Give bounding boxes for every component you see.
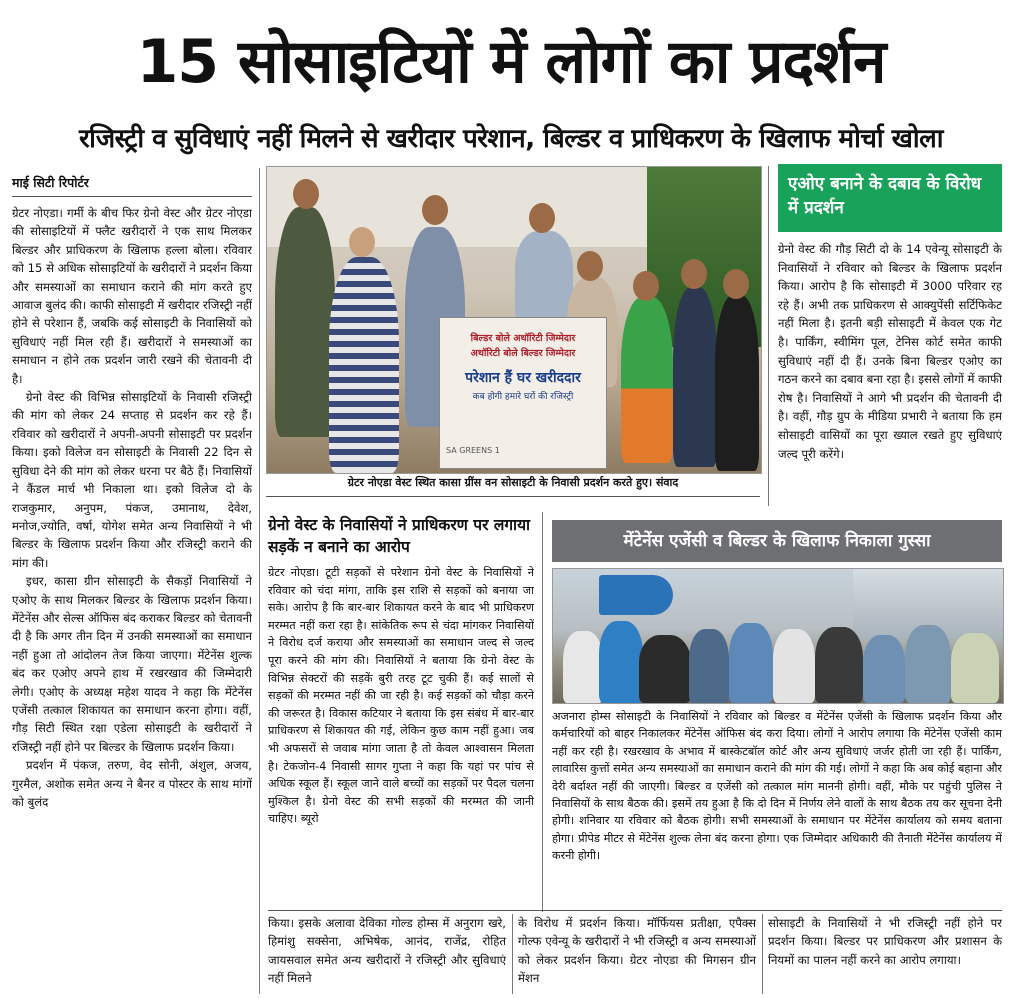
photo-person (673, 287, 717, 467)
banner-line: बिल्डर बोले अथॉरिटी जिम्मेदार (470, 333, 576, 344)
photo-person (863, 635, 905, 703)
bottom-column-3: सोसाइटी के निवासियों ने भी रजिस्ट्री नहीं होने पर प्रदर्शन किया। बिल्डर पर प्राधिकरण और प्रशासन के नियमों का पालन नहीं करने का आरोप लगाया। (768, 916, 1002, 967)
photo-person (951, 633, 999, 703)
banner-line: कब होगी हमारे घरों की रजिस्ट्री (472, 392, 574, 402)
column-divider (762, 914, 763, 994)
photo-person-head (529, 203, 555, 233)
column-divider (542, 512, 543, 912)
protest-banner (439, 317, 607, 469)
photo-person (621, 297, 673, 463)
photo-person (815, 627, 863, 703)
photo-person-head (293, 179, 319, 209)
byline-rule (12, 196, 252, 197)
roads-story-heading: ग्रेनो वेस्ट के निवासियों ने प्राधिकरण पर लगाया सड़कें न बनाने का आरोप (268, 516, 531, 556)
banner-line: अथॉरिटी बोले बिल्डर जिम्मेदार (470, 348, 576, 359)
right-story-heading: एओए बनाने के दबाव के विरोध में प्रदर्शन (778, 164, 1002, 232)
bottom-rule (268, 910, 1002, 911)
column-divider (512, 914, 513, 994)
photo-person (905, 625, 951, 703)
photo-person-head (349, 227, 375, 257)
banner-line: परेशान हैं घर खरीददार (465, 370, 581, 386)
paragraph: प्रदर्शन में पंकज, तरुण, वेद सोनी, अंशुल, अजय, गुरमैल, अशोक समेत अन्य ने बैनर व पोस्टर के साथ मांगों को बुलंद (12, 758, 252, 809)
photo-person-head (422, 195, 448, 225)
maintenance-story-heading: मेंटेनेंस एजेंसी व बिल्डर के खिलाफ निकाला गुस्सा (552, 520, 1002, 562)
right-story-text: ग्रेनो वेस्ट की गौड़ सिटी दो के 14 एवेन्यू सोसाइटी के निवासियों ने रविवार को बिल्डर के खिलाफ प्रदर्शन किया। आरोप है कि सोसाइटी में 3000 परिवार रह रहे हैं। अभी तक प्राधिकरण से आक्युपेंसी सर्टिफिकेट नहीं मिला है। इतनी बड़ी सोसाइटी में केवल एक गेट है। पार्किंग, स्वीमिंग पूल, टेनिस कोर्ट समेत काफी सुविधाएं नहीं दी हैं। उनके बिना बिल्डर एओए का गठन करने का दबाव बना रहा है। इससे लोगों में काफी रोष है। निवासियों ने आगे भी प्रदर्शन की चेतावनी दी है। वहीं, गौड़ ग्रुप के मीडिया प्रभारी ने बताया कि हम सोसाइटी वासियों का पूरा ख्याल रखते हुए सुविधाएं जल्द पूरी करेंगे। (778, 242, 1002, 461)
photo-person (563, 631, 603, 703)
protest-photo (266, 166, 762, 474)
caption-rule (266, 496, 760, 497)
column-1-text (12, 204, 252, 994)
photo-person-head (633, 271, 659, 301)
photo-person (715, 295, 759, 471)
paragraph: ग्रेटर नोएडा। गर्मी के बीच फिर ग्रेनो वेस्ट और ग्रेटर नोएडा की सोसाइटियों में फ्लैट खरीदारों ने एक साथ मिलकर बिल्डर और प्राधिकरण के खिलाफ हल्ला बोला। रविवार को 15 से अधिक सोसाइटियों के खरीदारों ने प्रदर्शन किया और समस्याओं का समाधान कराने की मांग करते हुए आवाज बुलंद की। काफी सोसाइटी में खरीदार रजिस्ट्री नहीं होने से परेशान हैं, जबकि कई सोसाइटी के निवासियों को सुविधाएं नहीं मिल रही हैं। खरीदारों ने समस्याओं का समाधान न होने तक प्रदर्शन जारी रखने की चेतावनी दी है। (12, 206, 252, 386)
photo-person (689, 629, 729, 703)
photo-person-head (723, 269, 749, 299)
byline: माई सिटी रिपोर्टर (12, 175, 89, 190)
photo-person (275, 207, 335, 437)
photo-caption: ग्रेटर नोएडा वेस्ट स्थित कासा ग्रींस वन सोसाइटी के निवासी प्रदर्शन करते हुए। संवाद (347, 476, 679, 489)
maintenance-protest-photo (552, 568, 1004, 704)
photo-person (773, 629, 815, 703)
photo-person-head (681, 259, 707, 289)
bottom-column-1: किया। इसके अलावा देविका गोल्ड होम्स में अनुराग खरे, हिमांशु सक्सेना, अभिषेक, आनंद, राजेंद्र, रोहित जायसवाल समेत अन्य खरीदारों ने रजिस्ट्री और सुविधाएं नहीं मिलने (268, 916, 506, 986)
photo-person (729, 623, 773, 703)
megaphone-icon (599, 575, 673, 615)
banner-line: SA GREENS 1 (446, 446, 500, 455)
photo-person (639, 635, 691, 703)
paragraph: ग्रेनो वेस्ट की विभिन्न सोसाइटियों के निवासी रजिस्ट्री की मांग को लेकर 24 सप्ताह से प्रदर्शन कर रहे हैं। रविवार को खरीदारों ने अपनी-अपनी सोसाइटी पर प्रदर्शन किया। इको विलेज वन सोसाइटी के निवासी 22 दिन से सुविधा देने की मांग को लेकर धरना पर बैठे हैं। निवासियों ने कैंडल मार्च भी निकाला था। इको विलेज दो के राजकुमार, अनुपम, पंकज, उमानाथ, देवेश, मनोज,ज्योति, वर्षा, योगेश समेत अन्य निवासियों ने भी बिल्डर के खिलाफ प्रदर्शन किया और रजिस्ट्री कराने की मांग की। (12, 390, 252, 570)
headline: 15 सोसाइटियों में लोगों का प्रदर्शन (136, 27, 886, 97)
subheadline: रजिस्ट्री व सुविधाएं नहीं मिलने से खरीदार परेशान, बिल्डर व प्राधिकरण के खिलाफ मोर्चा खोला (79, 124, 943, 154)
column-divider (259, 168, 260, 994)
photo-person-head (577, 251, 603, 281)
roads-story-text: ग्रेटर नोएडा। टूटी सड़कों से परेशान ग्रेनो वेस्ट के निवासियों ने रविवार को चंदा मांगा, ताकि इस राशि से सड़कों को बनाया जा सके। आरोप है कि बार-बार शिकायत करने के बाद भी प्राधिकरण मरम्मत नहीं करा रहा है। सांकेतिक रूप से चंदा मांगकर निवासियों ने विरोध दर्ज कराया और समस्याओं का समाधान जल्द से जल्द पूरा करने की मांग की। निवासियों ने बताया कि ग्रेनो वेस्ट के विभिन्न सेक्टरों की सड़कें बुरी तरह टूट चुकी हैं। कई सालों से सड़कों की मरम्मत नहीं की जा रही है। कई सड़कों को चौड़ा करने की जरूरत है। विकास कटियार ने बताया कि इस संबंध में बार-बार प्राधिकरण से शिकायत की गई, लेकिन कुछ काम नहीं हुआ। जब भी अफसरों से जवाब मांगा जाता है तो केवल आश्वासन मिलता है। टेकजोन-4 निवासी सागर गुप्ता ने कहा कि यहां पर पांच से अधिक स्कूल हैं। स्कूल जाने वाले बच्चों का सड़कों पर पैदल चलना मुश्किल है। ग्रेनो वेस्ट की सभी सड़कों की मरम्मत की जानी चाहिए। ब्यूरो (268, 566, 534, 826)
column-divider (768, 166, 769, 506)
maintenance-story-text: अजनारा होम्स सोसाइटी के निवासियों ने रविवार को बिल्डर व मेंटेनेंस एजेंसी के खिलाफ प्रदर्शन किया और कर्मचारियों को बाहर निकालकर मेंटेनेंस ऑफिस बंद करा दिया। लोगों ने आरोप लगाया कि मेंटेनेंस एजेंसी काम नहीं कर रही है। रखरखाव के अभाव में बास्केटबॉल कोर्ट और अन्य सुविधाएं जर्जर होती जा रही हैं। पार्किंग, लावारिस कुत्तों समेत अन्य समस्याओं का समाधान कराने की मांग की गई। लोगों ने कहा कि अब कोई बहाना और देरी बर्दाश्त नहीं की जाएगी। बिल्डर व एजेंसी को तत्काल मांग माननी होगी। वहीं, मौके पर पहुंची पुलिस ने निवासियों के साथ बैठक की। इसमें तय हुआ है कि दो दिन में निर्णय लेने वालों के साथ बैठक तय कर सूचना देनी होगी। शनिवार या रविवार को बैठक होगी। सभी समस्याओं के समाधान पर मेंटेनेंस कार्यालय को समय बताना होगा। प्रीपेड मीटर से मेंटेनेंस शुल्क लेना बंद करना होगा। एक जिम्मेदार अधिकारी की तैनाती मेंटेनेंस कार्यालय में करनी होगी। (552, 710, 1002, 863)
photo-person (329, 257, 399, 473)
bottom-column-2: के विरोध में प्रदर्शन किया। मॉर्फियस प्रतीक्षा, एपैक्स गोल्फ एवेन्यू के खरीदारों ने भी रजिस्ट्री व अन्य समस्याओं को लेकर प्रदर्शन किया। ग्रेटर नोएडा की मिगसन ग्रीन मेंशन (518, 916, 756, 986)
paragraph: इधर, कासा ग्रीन सोसाइटी के सैकड़ों निवासियों ने एओए के साथ मिलकर बिल्डर के खिलाफ प्रदर्शन किया। मेंटेनेंस और सेल्स ऑफिस बंद कराकर बिल्डर को चेतावनी दी है कि अगर तीन दिन में उनकी समस्याओं का समाधान नहीं हुआ तो आंदोलन तेज किया जाएगा। मेंटेनेंस शुल्क बंद कर एओए अपने हाथ में रखरखाव की जिम्मेदारी लेगी। एओए के अध्यक्ष महेश यादव ने कहा कि मेंटेनेंस एजेंसी तत्काल शिकायत का समाधान करना होगा। वहीं, गौड़ सिटी स्थित रक्षा एडेला सोसाइटी के खरीदारों ने रजिस्ट्री नहीं होने पर बिल्डर के खिलाफ प्रदर्शन किया। (12, 574, 252, 754)
photo-person (599, 621, 643, 703)
photo-person (515, 231, 573, 321)
